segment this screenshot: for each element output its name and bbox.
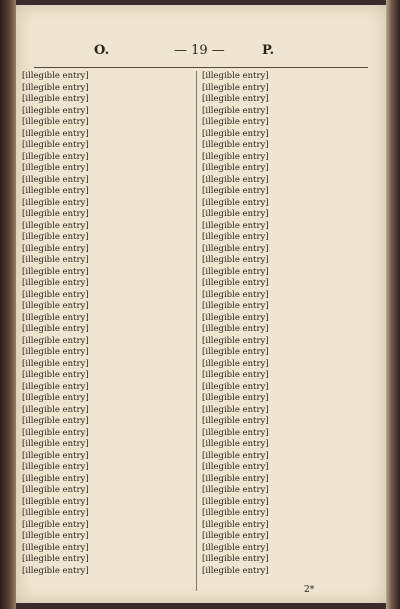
- directory-entry: [illegible entry]: [22, 450, 89, 461]
- directory-entry: [illegible entry]: [202, 232, 269, 242]
- directory-entry: [illegible entry]: [202, 450, 269, 461]
- directory-entry: [illegible entry]: [22, 462, 89, 472]
- directory-entry: [illegible entry]: [202, 278, 269, 288]
- directory-entry: [illegible entry]: [202, 71, 269, 81]
- directory-entry: [illegible entry]: [22, 393, 89, 403]
- directory-entry: [illegible entry]: [202, 209, 269, 219]
- directory-entry: [illegible entry]: [22, 427, 89, 438]
- directory-entry: [illegible entry]: [22, 347, 89, 357]
- directory-entry: [illegible entry]: [202, 220, 269, 231]
- directory-entry: [illegible entry]: [22, 531, 89, 541]
- directory-entry: [illegible entry]: [202, 496, 269, 507]
- directory-entry: [illegible entry]: [202, 404, 269, 415]
- directory-entry: [illegible entry]: [22, 209, 89, 219]
- header-left-letter: O.: [94, 43, 110, 58]
- directory-entry: [illegible entry]: [202, 508, 269, 518]
- directory-entry: [illegible entry]: [202, 301, 269, 311]
- directory-entry: [illegible entry]: [202, 105, 269, 116]
- directory-entry: [illegible entry]: [22, 140, 89, 150]
- directory-entry: [illegible entry]: [22, 335, 89, 346]
- directory-entry: [illegible entry]: [22, 508, 89, 518]
- directory-entry: [illegible entry]: [202, 163, 269, 173]
- directory-entry: [illegible entry]: [22, 255, 89, 265]
- directory-entry: [illegible entry]: [22, 554, 89, 564]
- directory-entry: [illegible entry]: [22, 105, 89, 116]
- directory-entry: [illegible entry]: [22, 151, 89, 162]
- directory-entry: [illegible entry]: [22, 289, 89, 300]
- directory-entry: [illegible entry]: [202, 197, 269, 208]
- directory-entry: [illegible entry]: [202, 324, 269, 334]
- directory-entry: [illegible entry]: [202, 174, 269, 185]
- directory-entry: [illegible entry]: [22, 197, 89, 208]
- directory-entry: [illegible entry]: [22, 117, 89, 127]
- directory-entry: [illegible entry]: [22, 71, 89, 81]
- directory-entry: [illegible entry]: [22, 220, 89, 231]
- directory-entry: [illegible entry]: [22, 186, 89, 196]
- directory-entry: [illegible entry]: [22, 243, 89, 254]
- directory-entry: [illegible entry]: [202, 473, 269, 484]
- directory-entry: [illegible entry]: [202, 312, 269, 323]
- directory-entry: [illegible entry]: [22, 301, 89, 311]
- directory-entry: [illegible entry]: [22, 370, 89, 380]
- directory-entry: [illegible entry]: [202, 462, 269, 472]
- directory-page: [16, 5, 386, 603]
- directory-entry: [illegible entry]: [202, 565, 269, 576]
- directory-entry: [illegible entry]: [202, 531, 269, 541]
- directory-entry: [illegible entry]: [202, 335, 269, 346]
- page-signature: 2*: [304, 585, 315, 595]
- directory-entry: [illegible entry]: [22, 519, 89, 530]
- directory-entry: [illegible entry]: [22, 439, 89, 449]
- right-column: [202, 71, 367, 577]
- directory-entry: [illegible entry]: [202, 554, 269, 564]
- directory-entry: [illegible entry]: [202, 82, 269, 93]
- directory-entry: [illegible entry]: [22, 565, 89, 576]
- directory-entry: [illegible entry]: [202, 266, 269, 277]
- directory-entry: [illegible entry]: [22, 473, 89, 484]
- directory-entry: [illegible entry]: [202, 186, 269, 196]
- directory-entry: [illegible entry]: [202, 519, 269, 530]
- directory-entry: [illegible entry]: [22, 82, 89, 93]
- directory-entry: [illegible entry]: [22, 485, 89, 495]
- directory-entry: [illegible entry]: [202, 117, 269, 127]
- directory-entry: [illegible entry]: [22, 94, 89, 104]
- directory-entry: [illegible entry]: [202, 243, 269, 254]
- directory-entry: [illegible entry]: [202, 370, 269, 380]
- directory-entry: [illegible entry]: [22, 278, 89, 288]
- directory-entry: [illegible entry]: [22, 381, 89, 392]
- directory-entry: [illegible entry]: [202, 151, 269, 162]
- page-header: [16, 41, 386, 63]
- directory-entry: [illegible entry]: [22, 163, 89, 173]
- directory-entry: [illegible entry]: [22, 128, 89, 139]
- header-page-number: — 19 —: [174, 43, 225, 58]
- directory-entry: [illegible entry]: [22, 358, 89, 369]
- directory-entry: [illegible entry]: [22, 416, 89, 426]
- directory-entry: [illegible entry]: [202, 416, 269, 426]
- directory-entry: [illegible entry]: [202, 427, 269, 438]
- page-edge: [386, 0, 400, 609]
- directory-entry: [illegible entry]: [22, 232, 89, 242]
- directory-entry: [illegible entry]: [22, 496, 89, 507]
- directory-entry: [illegible entry]: [202, 439, 269, 449]
- directory-entry: [illegible entry]: [202, 358, 269, 369]
- directory-entry: [illegible entry]: [22, 324, 89, 334]
- directory-entry: [illegible entry]: [202, 542, 269, 553]
- directory-entry: [illegible entry]: [22, 312, 89, 323]
- directory-entry: [illegible entry]: [22, 174, 89, 185]
- book-binding: [0, 0, 16, 609]
- header-right-letter: P.: [262, 43, 275, 58]
- directory-entry: [illegible entry]: [202, 289, 269, 300]
- directory-entry: [illegible entry]: [202, 255, 269, 265]
- directory-entry: [illegible entry]: [202, 381, 269, 392]
- directory-entry: [illegible entry]: [22, 404, 89, 415]
- directory-entry: [illegible entry]: [202, 140, 269, 150]
- directory-entry: [illegible entry]: [202, 393, 269, 403]
- left-column: [22, 71, 187, 577]
- directory-entry: [illegible entry]: [22, 266, 89, 277]
- directory-entry: [illegible entry]: [202, 128, 269, 139]
- directory-entry: [illegible entry]: [202, 94, 269, 104]
- column-divider: [196, 71, 197, 591]
- directory-entry: [illegible entry]: [202, 485, 269, 495]
- header-rule: [34, 67, 368, 68]
- directory-entry: [illegible entry]: [22, 542, 89, 553]
- directory-entry: [illegible entry]: [202, 347, 269, 357]
